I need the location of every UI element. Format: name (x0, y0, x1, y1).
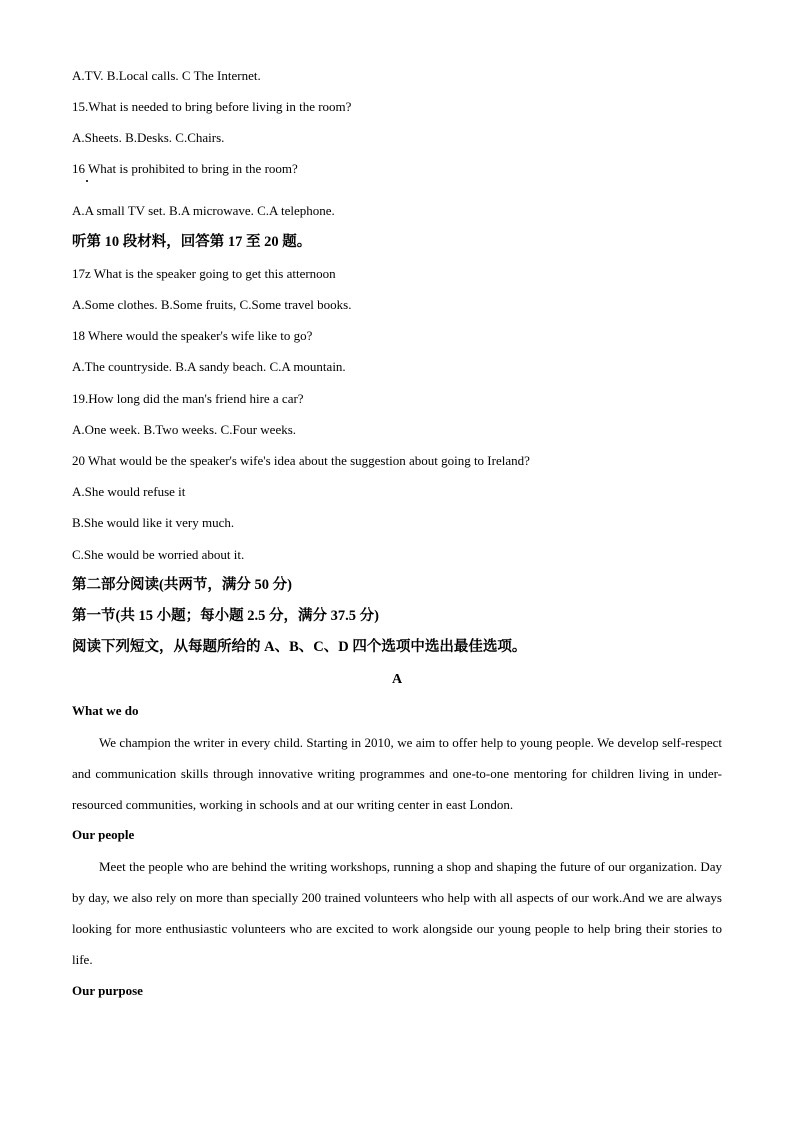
q18-options: A.The countryside. B.A sandy beach. C.A mountain. (72, 359, 346, 374)
q17-question: 17z What is the speaker going to get this atternoon (72, 266, 336, 281)
q17-options: A.Some clothes. B.Some fruits, C.Some travel books. (72, 297, 352, 312)
section-instruction-heading: 听第 10 段材料，回答第 17 至 20 题。 (72, 234, 312, 250)
q20-option-a: A.She would refuse it (72, 484, 186, 499)
section-heading-our-purpose: Our purpose (72, 983, 143, 998)
stray-dot (86, 180, 88, 182)
q16-question: 16 What is prohibited to bring in the room? (72, 161, 298, 176)
q20-option-b: B.She would like it very much. (72, 515, 235, 530)
q15-options: A.Sheets. B.Desks. C.Chairs. (72, 130, 225, 145)
q15-question: 15.What is needed to bring before living in the room? (72, 99, 352, 114)
section-heading-our-people: Our people (72, 827, 135, 842)
q20-option-c: C.She would be worried about it. (72, 547, 245, 562)
reading-instruction: 阅读下列短文，从每题所给的 A、B、C、D 四个选项中选出最佳选项。 (72, 639, 527, 655)
paragraph-our-people: Meet the people who are behind the writing workshops, running a shop and shaping the future of our organization. Day by day, we also rely on more than specially 200 trained volunteers who help with all aspects of our work.And we are always looking for more enthusiastic volunteers who are excited to work alongside our young people to help bring their stories to life. (72, 859, 722, 967)
q19-question: 19.How long did the man's friend hire a car? (72, 391, 304, 406)
q16-options: A.A small TV set. B.A microwave. C.A telephone. (72, 203, 335, 218)
q20-question: 20 What would be the speaker's wife's idea about the suggestion about going to Ireland? (72, 453, 530, 468)
section-heading-what-we-do: What we do (72, 703, 139, 718)
passage-letter: A (391, 672, 403, 687)
paragraph-what-we-do: We champion the writer in every child. Starting in 2010, we aim to offer help to young people. We develop self-respect and communication skills through innovative writing programmes and one-to-one mentoring for children living in under-resourced communities, working in schools and at our writing center in east London. (72, 735, 722, 812)
q19-options: A.One week. B.Two weeks. C.Four weeks. (72, 422, 297, 437)
part-two-heading: 第二部分阅读(共两节，满分 50 分) (72, 577, 292, 593)
section-one-heading: 第一节(共 15 小题；每小题 2.5 分，满分 37.5 分) (72, 608, 379, 624)
q18-question: 18 Where would the speaker's wife like to go? (72, 328, 313, 343)
q14-options: A.TV. B.Local calls. C The Internet. (72, 68, 261, 83)
